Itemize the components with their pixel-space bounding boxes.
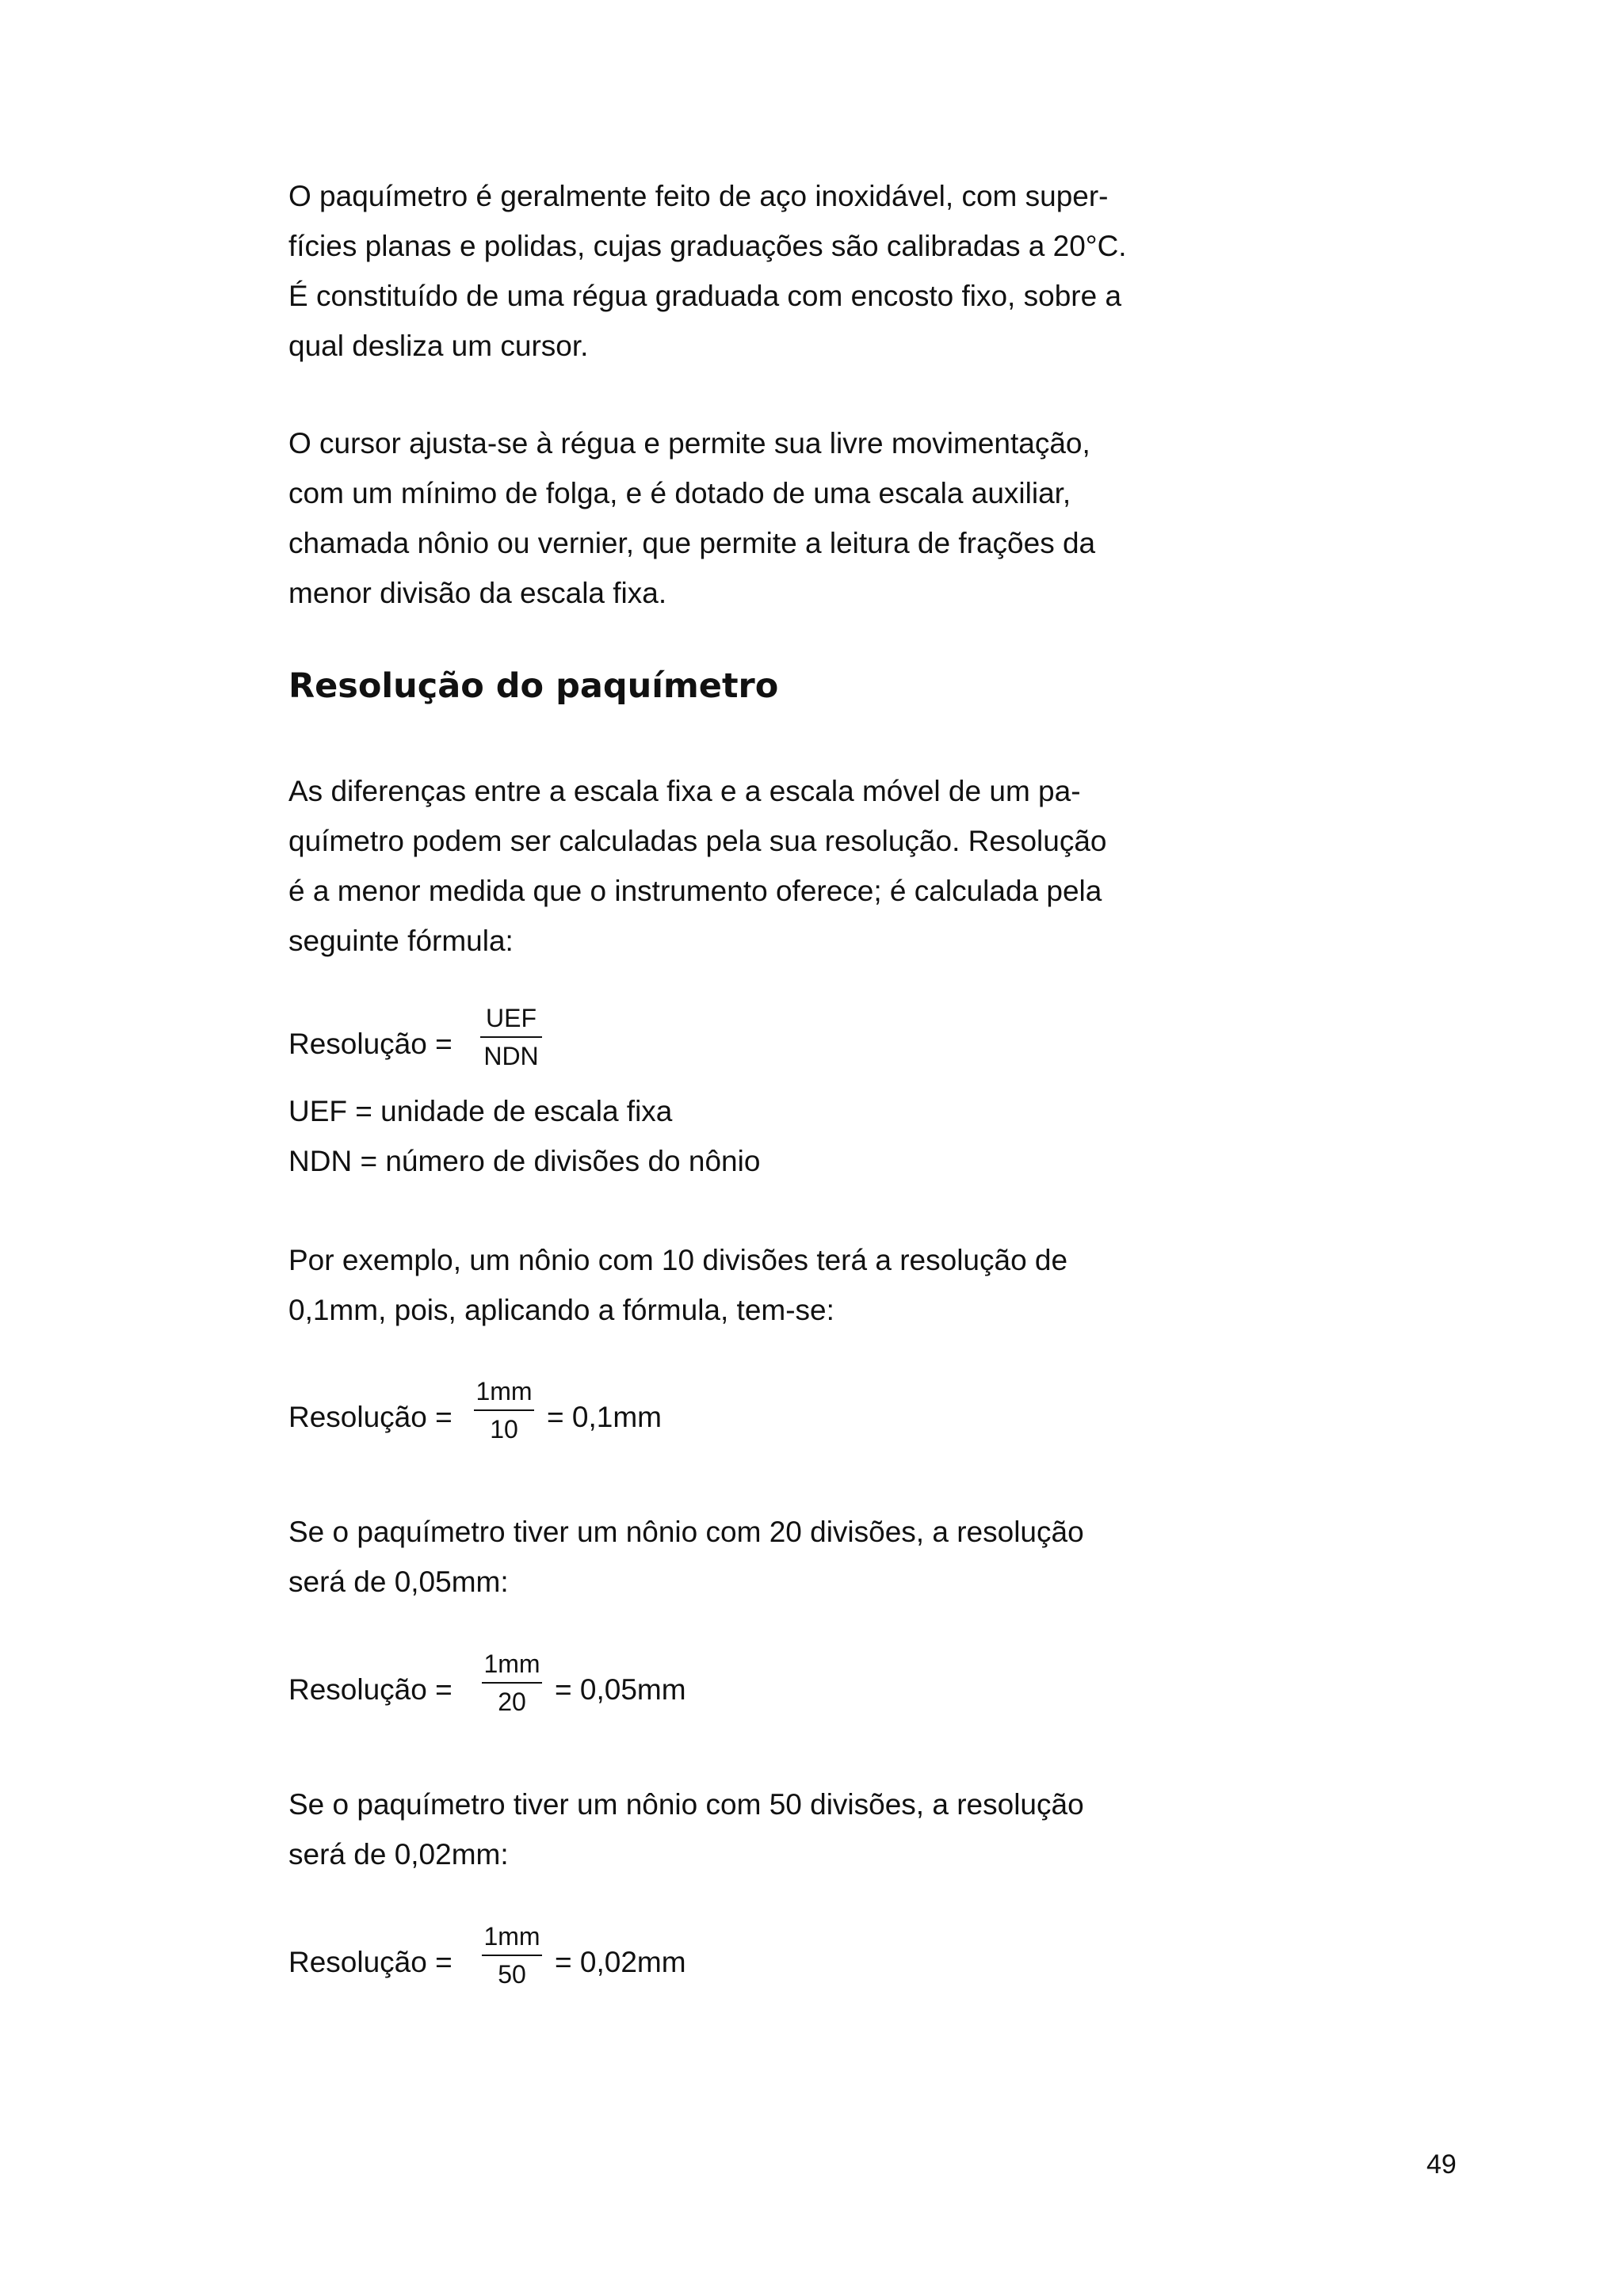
formula-fraction	[482, 1921, 542, 1989]
formula-result: = 0,02mm	[555, 1946, 686, 1978]
paragraph-6-line-2: será de 0,02mm:	[288, 1838, 509, 1871]
definition-uef: UEF = unidade de escala fixa	[288, 1095, 673, 1127]
paragraph-3-line-2: químetro podem ser calculadas pela sua resolução. Resolução	[288, 825, 1107, 857]
formula-fraction	[480, 1003, 542, 1071]
paragraph-5-line-1: Se o paquímetro tiver um nônio com 20 divisões, a resolução	[288, 1516, 1084, 1548]
paragraph-1-line-1: O paquímetro é geralmente feito de aço inoxidável, com super-	[288, 180, 1109, 212]
definition-ndn: NDN = número de divisões do nônio	[288, 1145, 761, 1177]
formula-lhs: Resolução =	[288, 1401, 453, 1433]
formula-lhs: Resolução =	[288, 1028, 453, 1060]
formula-lhs: Resolução =	[288, 1673, 453, 1706]
fraction-denominator: 50	[498, 1960, 526, 1989]
fraction-denominator: NDN	[483, 1042, 539, 1070]
formula-result: = 0,05mm	[555, 1673, 686, 1706]
fraction-denominator: 20	[498, 1688, 526, 1716]
paragraph-1-line-4: qual desliza um cursor.	[288, 330, 589, 362]
fraction-numerator: 1mm	[483, 1922, 540, 1951]
formula-result: = 0,1mm	[547, 1401, 662, 1433]
formula-fraction	[474, 1376, 534, 1444]
fraction-numerator: 1mm	[483, 1650, 540, 1678]
paragraph-3-line-4: seguinte fórmula:	[288, 925, 514, 957]
paragraph-2-line-1: O cursor ajusta-se à régua e permite sua livre movimentação,	[288, 427, 1090, 460]
paragraph-4-line-2: 0,1mm, pois, aplicando a fórmula, tem-se:	[288, 1294, 834, 1326]
page-number: 49	[1426, 2149, 1457, 2180]
fraction-numerator: UEF	[486, 1004, 537, 1032]
formula-fraction	[482, 1649, 542, 1717]
paragraph-3-line-3: é a menor medida que o instrumento oferece; é calculada pela	[288, 875, 1102, 907]
fraction-denominator: 10	[490, 1415, 518, 1444]
paragraph-3-line-1: As diferenças entre a escala fixa e a escala móvel de um pa-	[288, 775, 1081, 807]
paragraph-2-line-4: menor divisão da escala fixa.	[288, 577, 667, 609]
paragraph-2-line-3: chamada nônio ou vernier, que permite a leitura de frações da	[288, 527, 1096, 559]
paragraph-5-line-2: será de 0,05mm:	[288, 1566, 509, 1598]
paragraph-2-line-2: com um mínimo de folga, e é dotado de uma escala auxiliar,	[288, 477, 1071, 509]
section-heading: Resolução do paquímetro	[288, 666, 779, 706]
paragraph-1-line-3: É constituído de uma régua graduada com encosto fixo, sobre a	[288, 280, 1122, 312]
formula-lhs: Resolução =	[288, 1946, 453, 1978]
paragraph-4-line-1: Por exemplo, um nônio com 10 divisões terá a resolução de	[288, 1244, 1068, 1276]
paragraph-6-line-1: Se o paquímetro tiver um nônio com 50 divisões, a resolução	[288, 1788, 1084, 1821]
paragraph-1-line-2: fícies planas e polidas, cujas graduações são calibradas a 20°C.	[288, 230, 1127, 262]
fraction-numerator: 1mm	[475, 1377, 533, 1405]
